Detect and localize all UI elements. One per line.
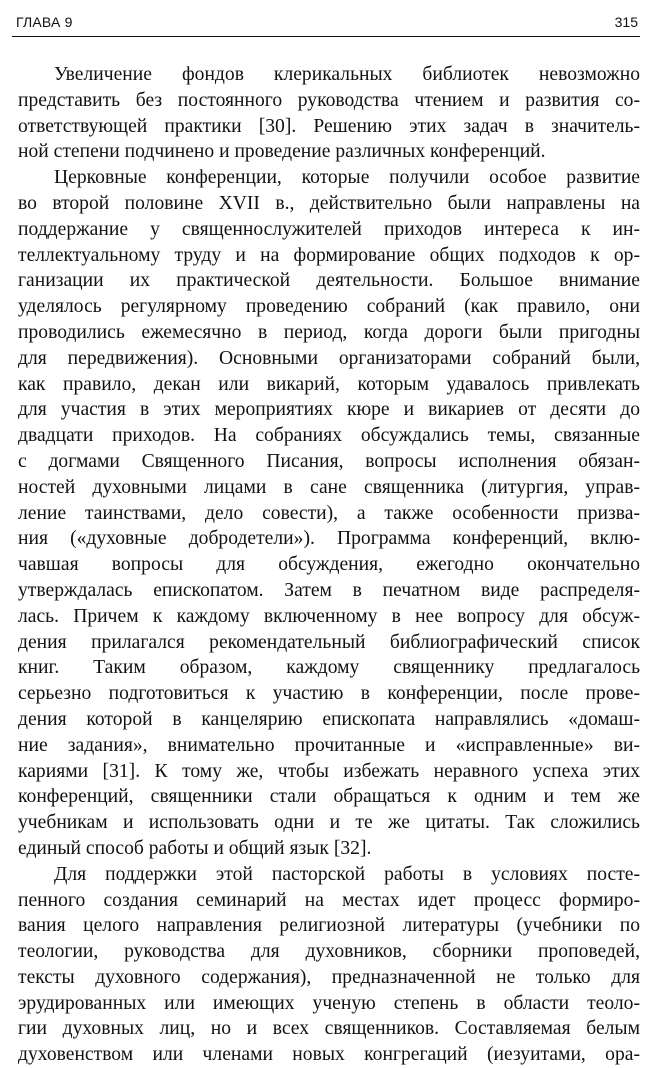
text-line: тексты духовного содержания), предназначенной не только для bbox=[18, 966, 640, 988]
page-number: 315 bbox=[614, 14, 638, 30]
text-line: гии духовных лиц, но и всех священников. Составляемая белым bbox=[18, 1018, 640, 1040]
text-line: Увеличение фондов клерикальных библиотек невозможно bbox=[54, 64, 640, 85]
text-line: как правило, декан или викарий, которым удавалось привлекать bbox=[18, 373, 640, 395]
text-line: дения прилагался рекомендательный библиографический список bbox=[18, 631, 640, 653]
chapter-title: ГЛАВА 9 bbox=[16, 14, 73, 30]
text-line: ния («духовные добродетели»). Программа конференций, вклю- bbox=[18, 528, 640, 550]
text-line: эрудированных или имеющих ученую степень в области теоло- bbox=[18, 992, 640, 1014]
text-line: для передвижения). Основными организаторами собраний были, bbox=[18, 347, 640, 369]
text-line: с догмами Священного Писания, вопросы исполнения обязан- bbox=[18, 450, 640, 472]
text-line: ной степени подчинено и проведение различных конференций. bbox=[18, 141, 546, 163]
text-line: кариями [31]. К тому же, чтобы избежать неравного успеха этих bbox=[18, 760, 640, 782]
text-line: духовенством или членами новых конгрегаций (иезуитами, ора- bbox=[18, 1044, 640, 1066]
text-line: книг. Таким образом, каждому священнику предлагалось bbox=[18, 657, 640, 679]
text-line: для участия в этих мероприятиях кюре и викариев от десяти до bbox=[18, 399, 640, 421]
text-line: теллектуальному труду и на формирование общих подходов к ор- bbox=[18, 244, 640, 266]
text-line: ностей духовными лицами в сане священника (литургия, управ- bbox=[18, 476, 640, 498]
text-line: проводились ежемесячно в период, когда дороги были пригодны bbox=[18, 321, 640, 343]
text-line: поддержание у священнослужителей приходов интереса к ин- bbox=[18, 218, 640, 240]
paragraph-1 bbox=[18, 62, 640, 165]
text-line: вания целого направления религиозной литературы (учебники по bbox=[18, 915, 640, 937]
text-line: единый способ работы и общий язык [32]. bbox=[18, 837, 372, 859]
text-line: ление таинствами, дело совести), а также особенности призва- bbox=[18, 502, 640, 524]
text-line: двадцати приходов. На собраниях обсуждались темы, связанные bbox=[18, 425, 640, 447]
text-line: ответствующей практики [30]. Решению этих задач в значитель- bbox=[18, 115, 640, 137]
running-header bbox=[12, 10, 640, 37]
text-line: уделялось регулярному проведению собраний (как правило, они bbox=[18, 296, 640, 318]
text-line: Для поддержки этой пасторской работы в условиях посте- bbox=[54, 863, 640, 885]
paragraph-2 bbox=[18, 165, 640, 862]
body-text bbox=[18, 62, 640, 1068]
text-line: чавшая вопросы для обсуждения, ежегодно окончательно bbox=[18, 554, 640, 576]
text-line: пенного создания семинарий на местах идет процесс формиро- bbox=[18, 889, 640, 911]
text-line: представить без постоянного руководства чтением и развития со- bbox=[18, 89, 640, 111]
text-line: конференций, священники стали обращаться к одним и тем же bbox=[18, 786, 640, 808]
text-line: учебникам и использовать одни и те же цитаты. Так сложились bbox=[18, 812, 640, 834]
text-line: ние задания», внимательно прочитанные и «исправленные» ви- bbox=[18, 734, 640, 756]
text-line: серьезно подготовиться к участию в конференции, после прове- bbox=[18, 683, 640, 705]
text-line: ганизации их практической деятельности. Большое внимание bbox=[18, 270, 640, 292]
text-line: теологии, руководства для духовников, сборники проповедей, bbox=[18, 941, 640, 963]
text-line: утверждалась епископатом. Затем в печатном виде распределя- bbox=[18, 579, 640, 601]
text-line: лась. Причем к каждому включенному в нее вопросу для обсуж- bbox=[18, 605, 640, 627]
text-line: во второй половине XVII в., действительно были направлены на bbox=[18, 192, 640, 214]
paragraph-3 bbox=[18, 862, 640, 1068]
text-line: дения которой в канцелярию епископата направлялись «домаш- bbox=[18, 708, 640, 730]
text-line: Церковные конференции, которые получили особое развитие bbox=[54, 167, 640, 189]
